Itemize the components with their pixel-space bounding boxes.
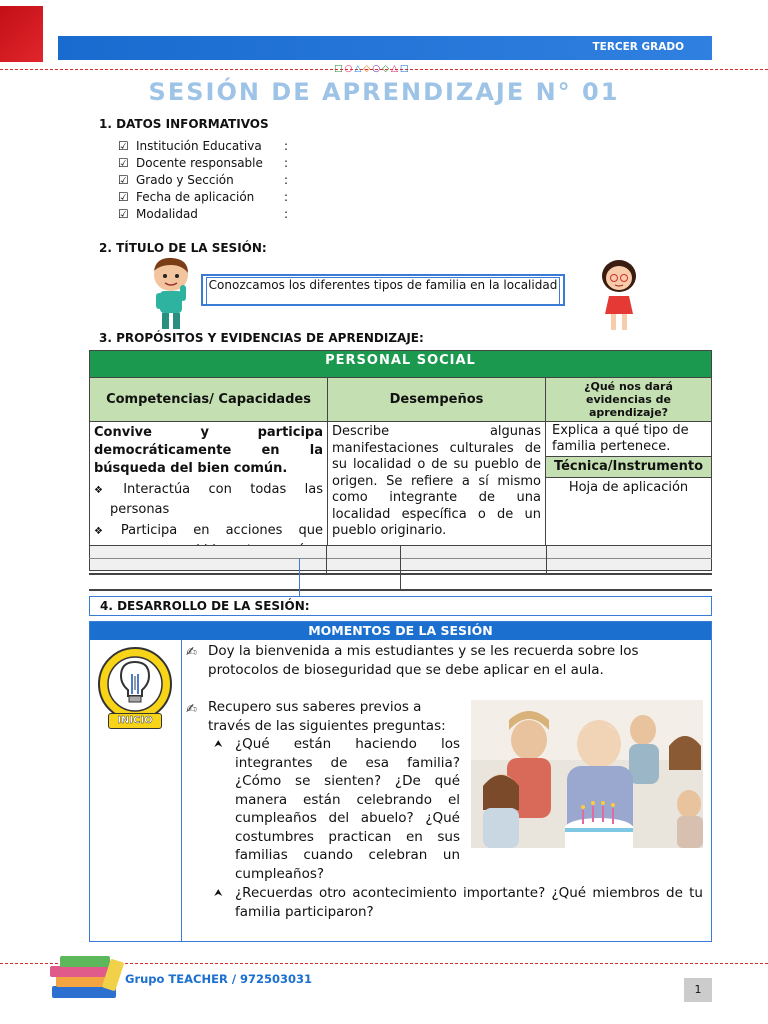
diamond-bullet-icon: ❖ (94, 526, 115, 537)
question-1: ¿Qué están haciendo los integrantes de esa familia? ¿Cómo se sienten? ¿De qué manera están celebrando el cumpleaños del abuelo? ¿Qué costumbres practican en sus familias cuando celebran un cumpleaños? (235, 736, 460, 882)
grade-label: TERCER GRADO (592, 41, 684, 53)
col-desempenos: Desempeños (328, 378, 546, 422)
datos-item: ☑ Institución Educativa : (118, 139, 289, 153)
desarrollo-heading-box (89, 596, 712, 616)
propositos-table (89, 350, 712, 563)
capacidad-item: ❖ Participa en acciones que (94, 523, 323, 538)
pen-icon: ✍ (186, 702, 197, 717)
session-title-box (201, 274, 565, 306)
inicio-paragraph-2: Recupero sus saberes previos a través de las siguientes preguntas: (208, 699, 446, 734)
evidencia-text: Explica a qué tipo de familia pertenece. (546, 422, 711, 457)
checkbox-icon: ☑ (118, 156, 129, 170)
grid-line (546, 545, 547, 573)
boy-illustration (146, 255, 196, 333)
datos-item: ☑ Docente responsable : (118, 156, 289, 170)
pen-icon: ✍ (186, 645, 197, 660)
capacidad-item: ❖ Interactúa con todas las personas (94, 482, 324, 517)
col-competencias: Competencias/ Capacidades (90, 378, 328, 422)
competencia-cell (90, 422, 328, 563)
triangle-bullet-icon: ⮝ (214, 888, 223, 899)
diamond-bullet-icon: ❖ (94, 485, 118, 496)
competencia-text: Convive y participa democráticamente en la búsqueda del bien común. (94, 425, 323, 476)
family-birthday-photo (471, 700, 703, 848)
header-bar (58, 36, 712, 60)
books-icon (46, 952, 124, 1002)
footer-text: Grupo TEACHER / 972503031 (125, 972, 313, 986)
momentos-header: MOMENTOS DE LA SESIÓN (90, 622, 711, 640)
girl-illustration (596, 256, 642, 334)
desarrollo-heading: 4. DESARROLLO DE LA SESIÓN: (100, 599, 310, 613)
checkbox-icon: ☑ (118, 207, 129, 221)
inicio-label: INICIO (108, 713, 162, 729)
grid-line (400, 545, 401, 591)
triangle-bullet-icon: ⮝ (214, 739, 223, 750)
tecnica-header: Técnica/Instrumento (546, 457, 711, 478)
datos-heading: 1. DATOS INFORMATIVOS (99, 117, 269, 131)
brand-corner-block (0, 6, 43, 62)
grid-line (299, 558, 300, 596)
propositos-heading: 3. PROPÓSITOS Y EVIDENCIAS DE APRENDIZAJE: (99, 331, 424, 345)
datos-list (118, 138, 288, 223)
evidencia-cell (546, 422, 712, 563)
datos-item: ☑ Modalidad : (118, 207, 289, 221)
area-header: PERSONAL SOCIAL (90, 351, 712, 378)
checkbox-icon: ☑ (118, 139, 129, 153)
col-evidencias: ¿Qué nos dará evidencias de aprendizaje? (546, 378, 712, 422)
question-2: ¿Recuerdas otro acontecimiento importante? ¿Qué miembros de tu familia participaron? (235, 885, 703, 920)
grid-line (326, 545, 327, 573)
checkbox-icon: ☑ (118, 173, 129, 187)
decorative-shapes: □○△◇○◇△□ (334, 64, 411, 74)
datos-item: ☑ Fecha de aplicación : (118, 190, 289, 204)
checkbox-icon: ☑ (118, 190, 129, 204)
momentos-divider (181, 640, 182, 941)
session-title-text: Conozcamos los diferentes tipos de familia en la localidad (206, 277, 560, 305)
page-number: 1 (684, 978, 712, 1002)
datos-item: ☑ Grado y Sección : (118, 173, 289, 187)
desempeno-cell: Describe algunas manifestaciones culturales de su localidad o de su pueblo de origen. Se refiere a sí mismo como integrante de una localidad específica o de un pueblo originario. (328, 422, 546, 563)
tecnica-text: Hoja de aplicación (568, 480, 689, 495)
page-title: SESIÓN DE APRENDIZAJE N° 01 (148, 78, 620, 106)
titulo-heading: 2. TÍTULO DE LA SESIÓN: (99, 241, 267, 255)
inicio-paragraph-1: Doy la bienvenida a mis estudiantes y se les recuerda sobre los protocolos de bioseguridad que se debe aplicar en el aula. (208, 643, 639, 678)
